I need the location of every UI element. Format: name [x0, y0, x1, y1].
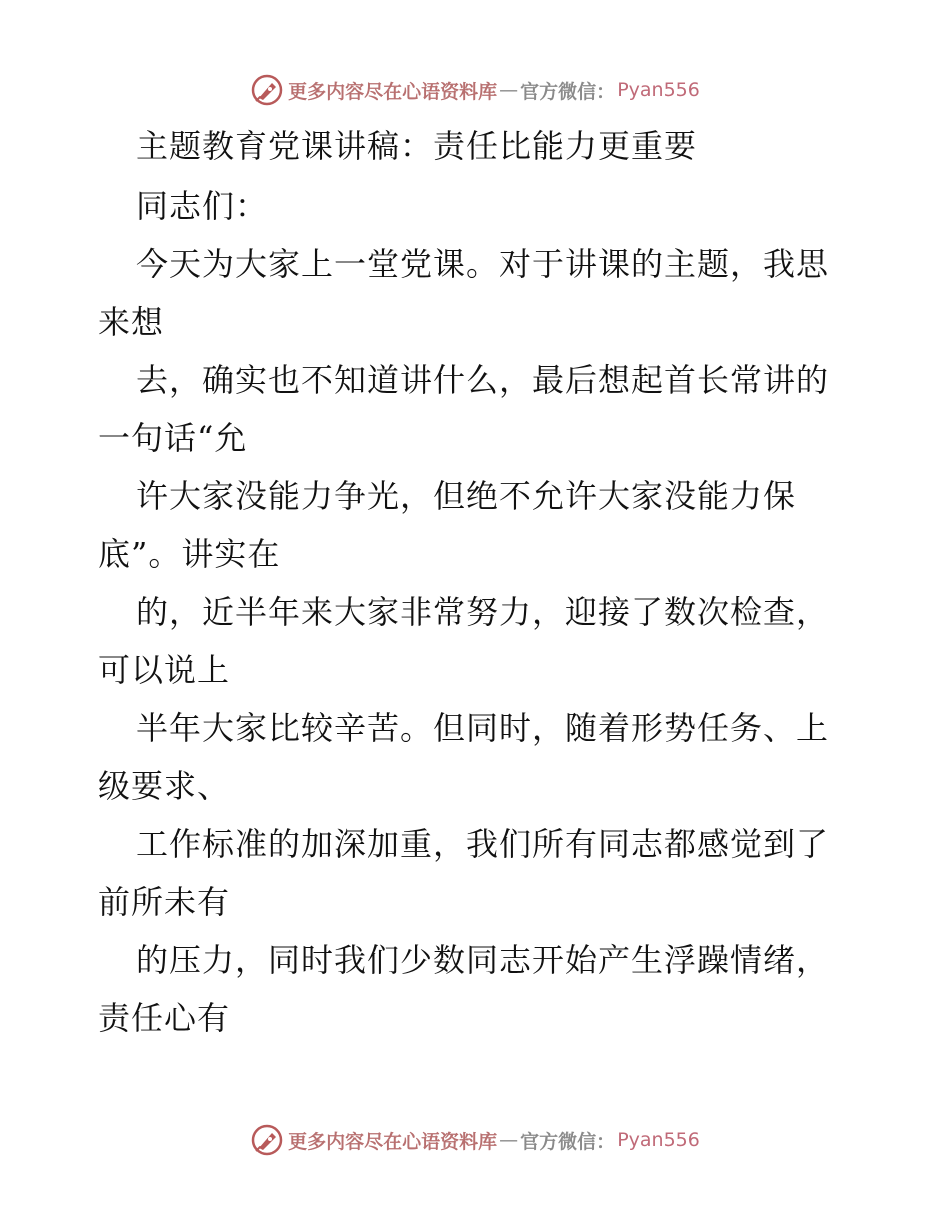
document-line: 级要求、 — [98, 767, 231, 805]
document-line: 许大家没能力争光，但绝不允许大家没能力保 — [136, 477, 797, 515]
document-line: 底”。讲实在 — [98, 535, 281, 573]
document-title: 主题教育党课讲稿：责任比能力更重要 — [136, 127, 698, 165]
footer-watermark — [0, 1120, 950, 1160]
watermark-wechat-id: Pyan556 — [617, 79, 700, 101]
document-salutation: 同志们： — [136, 187, 269, 225]
document-line: 一句话“允 — [98, 419, 248, 457]
pen-nib-logo-icon — [250, 1123, 284, 1157]
document-line: 可以说上 — [98, 651, 231, 689]
document-line: 前所未有 — [98, 883, 231, 921]
document-line: 工作标准的加深加重，我们所有同志都感觉到了 — [136, 825, 830, 863]
pen-nib-logo-icon — [250, 73, 284, 107]
document-line: 去，确实也不知道讲什么，最后想起首长常讲的 — [136, 361, 830, 399]
document-line: 责任心有 — [98, 999, 231, 1037]
watermark-wechat-label: 官方微信： — [520, 1130, 616, 1153]
document-line: 的压力，同时我们少数同志开始产生浮躁情绪， — [136, 941, 830, 979]
document-line: 今天为大家上一堂党课。对于讲课的主题，我思 — [136, 245, 830, 283]
watermark-wechat-label: 官方微信： — [520, 80, 616, 103]
watermark-dash: — — [499, 79, 519, 101]
watermark-text: 更多内容尽在心语资料库 — [288, 80, 498, 103]
document-line: 来想 — [98, 303, 165, 341]
document-line: 的，近半年来大家非常努力，迎接了数次检查， — [136, 593, 830, 631]
watermark-text: 更多内容尽在心语资料库 — [288, 1130, 498, 1153]
document-line: 半年大家比较辛苦。但同时，随着形势任务、上 — [136, 709, 830, 747]
watermark-dash: — — [499, 1129, 519, 1151]
watermark-wechat-id: Pyan556 — [617, 1129, 700, 1151]
header-watermark — [0, 70, 950, 110]
